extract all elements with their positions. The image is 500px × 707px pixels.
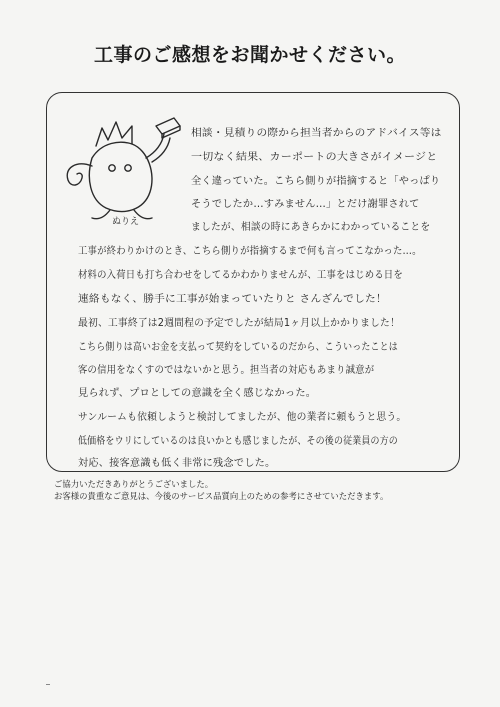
feedback-line-15: 対応、接客意識も低く非常に残念でした。 [78, 458, 276, 469]
mascot-illustration [46, 108, 186, 228]
feedback-line-12: 見られず、プロとしての意識を全く感じなかった。 [78, 388, 317, 399]
page-title: 工事のご感想をお聞かせください。 [93, 44, 406, 66]
feedback-line-1: 相談・見積りの際から担当者からのアドバイス等は [191, 128, 442, 139]
feedback-line-6: 工事が終わりかけのとき、こちら側りが指摘するまで何も言ってこなかった…。 [78, 246, 422, 257]
feedback-line-4: そうでしたか…すみません…」とだけ謝罪されて [191, 199, 420, 210]
feedback-line-2: 一切なく結果、カーポートの大きさがイメージと [191, 152, 438, 163]
feedback-line-9: 最初、工事終了は2週間程の予定でしたが結局1ヶ月以上かかりました！ [78, 318, 400, 329]
mascot-caption: ぬりえ [112, 217, 140, 227]
feedback-line-10: こちら側りは高いお金を支払って契約をしているのだから、こういったことは [78, 342, 398, 353]
feedback-line-7: 材料の入荷日も打ち合わせをしてるかわかりませんが、工事をはじめる日を [78, 270, 403, 281]
feedback-line-14: 低価格をウリにしているのは良いかとも感じましたが、その後の従業員の方の [78, 436, 398, 447]
feedback-line-3: 全く違っていた。こちら側りが指摘すると「やっぱり [191, 176, 441, 187]
scan-mark [46, 684, 50, 685]
feedback-usage-note: お客様の貴重なご意見は、今後のサービス品質向上のための参考にさせていただきます。 [54, 491, 389, 501]
feedback-line-5: ましたが、相談の時にあきらかにわかっていることを [191, 222, 431, 233]
feedback-line-11: 客の信用をなくすのではないかと思う。担当者の対応もあまり誠意が [78, 365, 375, 376]
feedback-line-13: サンルームも依頼しようと検討してましたが、他の業者に頼もうと思う。 [78, 412, 407, 423]
thanks-note: ご協力いただきありがとうございました。 [54, 479, 214, 489]
feedback-line-8: 連絡もなく、勝手に工事が始まっていたりと さんざんでした！ [78, 294, 387, 305]
